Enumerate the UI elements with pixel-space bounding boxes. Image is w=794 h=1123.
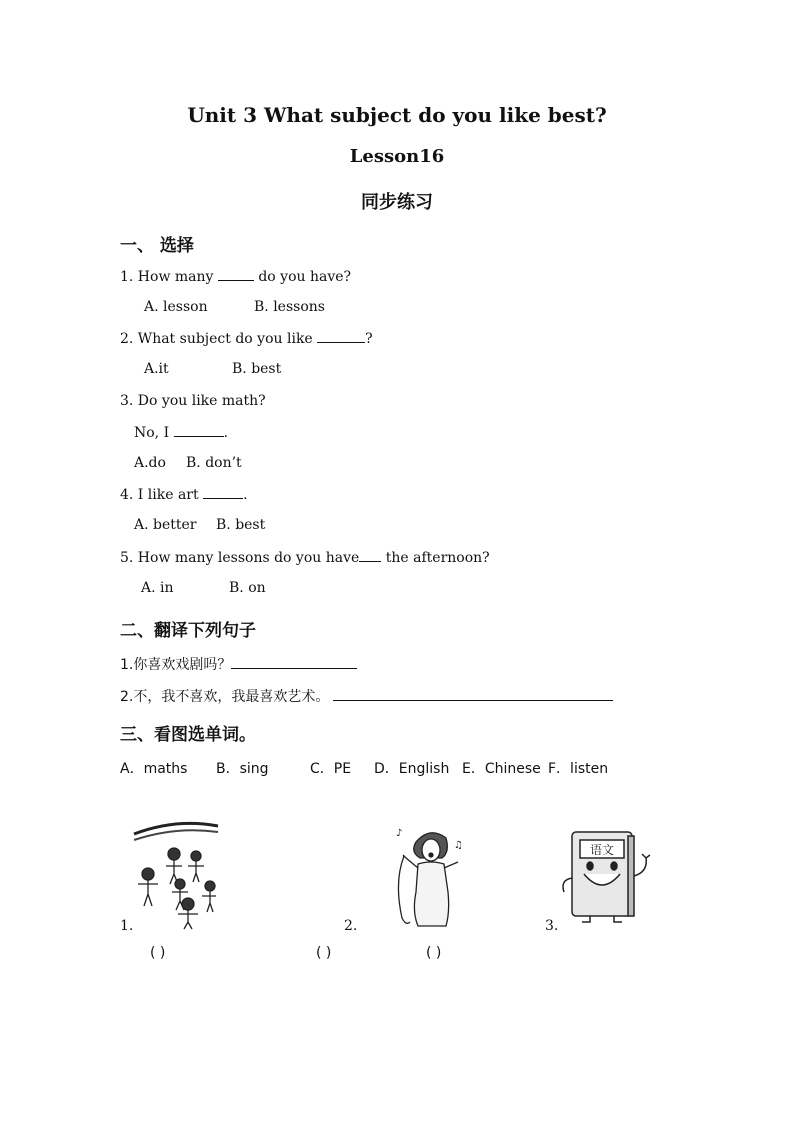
answer-paren-2: ( ): [316, 945, 332, 961]
question-5-options: A. in B. on: [141, 580, 266, 596]
question-5: 5. How many lessons do you have the afternoon?: [120, 550, 490, 566]
word-options: A．maths B．sing C．PE D．English E．Chinese F．listen: [120, 761, 609, 777]
page-title: Unit 3 What subject do you like best?: [187, 103, 607, 127]
lesson-title: Lesson16: [349, 146, 445, 167]
question-1-options: A. lesson B. lessons: [144, 299, 325, 315]
picture-number-3: 3.: [545, 918, 559, 934]
question-2-options: A.it B. best: [144, 361, 282, 377]
answer-blank: [317, 330, 365, 343]
translation-item-1: 1.你喜欢戏剧吗？: [120, 654, 357, 674]
question-3: 3. Do you like math?: [120, 393, 266, 409]
question-4: 4. I like art .: [120, 487, 248, 503]
svg-text:♫: ♫: [454, 840, 463, 851]
chinese-book-picture: [556, 828, 656, 928]
answer-paren-3: ( ): [426, 945, 442, 961]
woman-singing-picture: [392, 822, 470, 932]
answer-blank: [231, 656, 357, 669]
question-4-options: A. better B. best: [134, 517, 266, 533]
question-3-options: A.do B. don’t: [134, 455, 242, 471]
answer-paren-1: ( ): [150, 945, 166, 961]
question-3-answer: No, I .: [134, 425, 229, 441]
picture-number-2: 2.: [344, 918, 358, 934]
translation-item-2: 2.不，我不喜欢，我最喜欢艺术。: [120, 686, 613, 706]
question-1: 1. How many do you have?: [120, 269, 352, 285]
answer-blank: [218, 268, 254, 281]
section1-heading: 一、 选择: [120, 236, 194, 256]
answer-blank: [174, 424, 224, 437]
answer-blank: [359, 549, 381, 562]
section3-heading: 三、看图选单词。: [120, 725, 256, 745]
picture-number-1: 1.: [120, 918, 134, 934]
children-exercising-picture: [130, 820, 222, 930]
book-title-glyph: 语文: [589, 843, 615, 857]
answer-blank: [203, 486, 243, 499]
question-2: 2. What subject do you like ?: [120, 331, 373, 347]
subtitle: 同步练习: [361, 192, 433, 213]
answer-blank: [333, 688, 613, 701]
section2-heading: 二、翻译下列句子: [120, 621, 256, 641]
svg-text:♪: ♪: [396, 828, 403, 839]
